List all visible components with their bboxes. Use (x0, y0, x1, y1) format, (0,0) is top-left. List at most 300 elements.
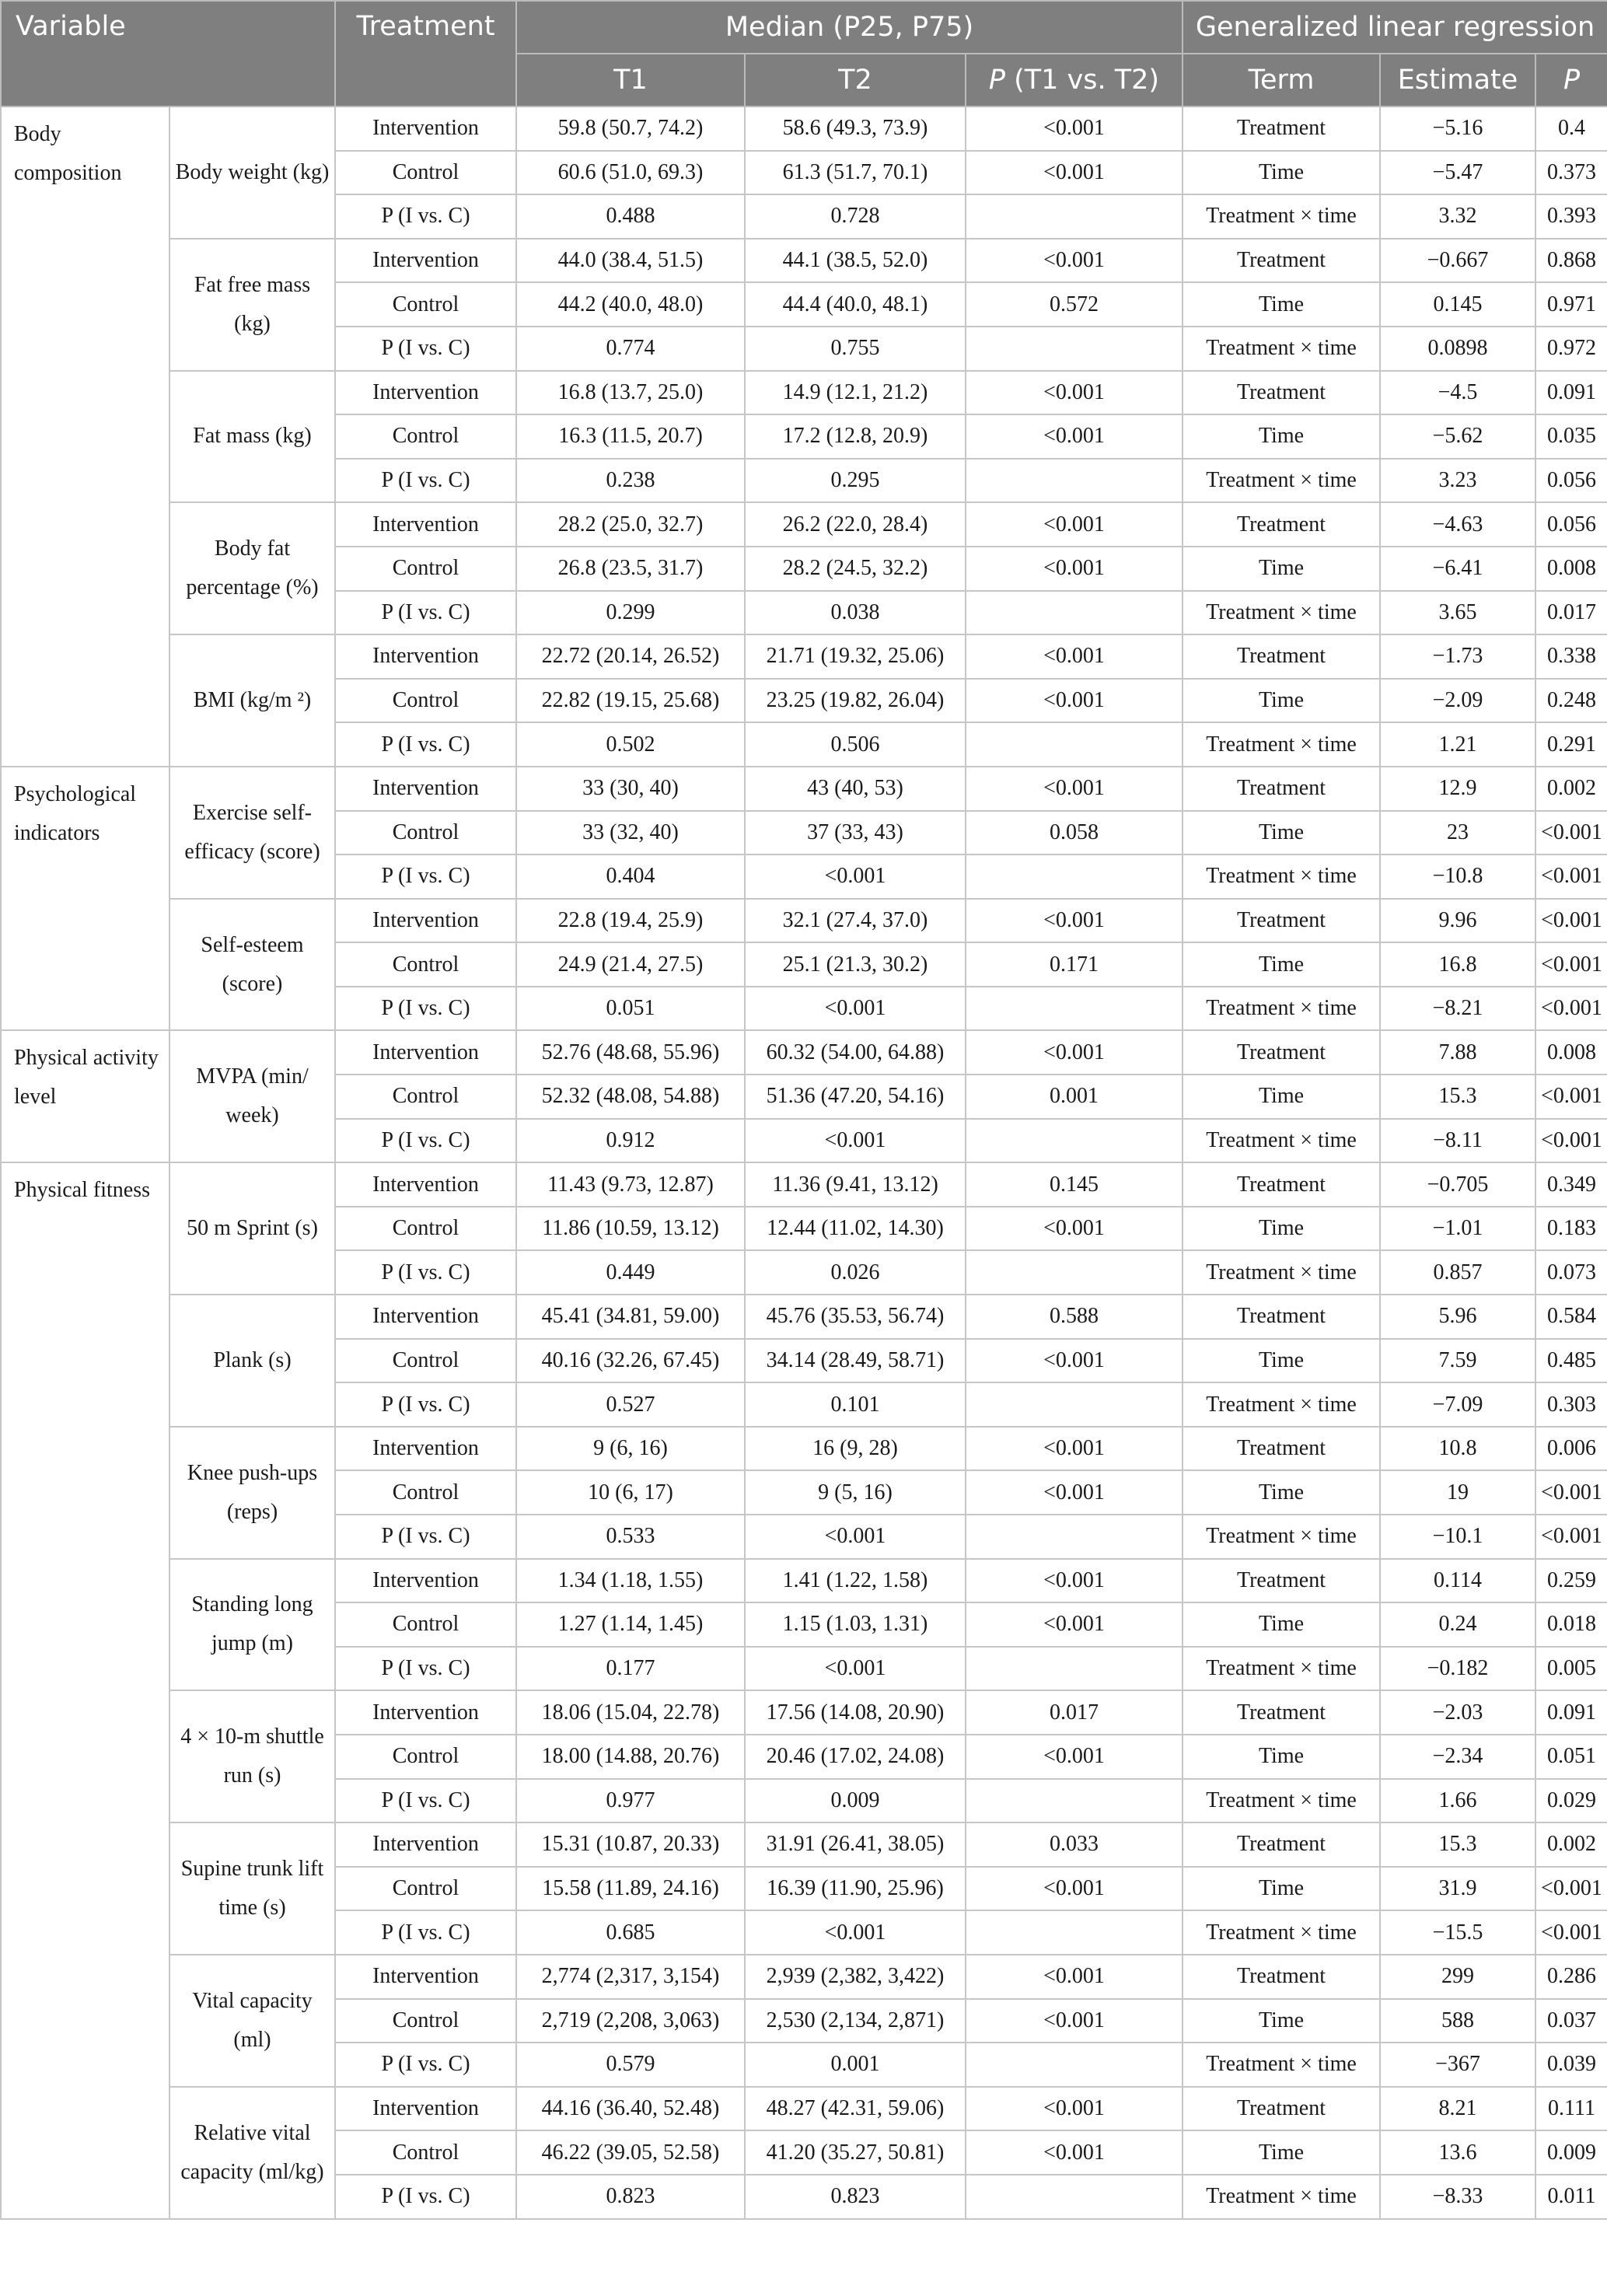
variable-label: Plank (s) (169, 1295, 335, 1427)
p-cell: 0.008 (1535, 547, 1607, 591)
treatment-cell: Control (335, 1207, 516, 1251)
t1-cell: 28.2 (25.0, 32.7) (516, 502, 745, 547)
t1-cell: 16.3 (11.5, 20.7) (516, 414, 745, 459)
estimate-cell: −8.21 (1380, 987, 1535, 1031)
t1-cell: 15.31 (10.87, 20.33) (516, 1822, 745, 1867)
term-cell: Time (1183, 1207, 1380, 1251)
estimate-cell: 3.23 (1380, 459, 1535, 503)
p-cell: 0.039 (1535, 2043, 1607, 2087)
estimate-cell: 8.21 (1380, 2087, 1535, 2131)
term-cell: Treatment × time (1183, 854, 1380, 899)
p-cell: 0.091 (1535, 371, 1607, 415)
p-t1-vs-t2-cell (966, 2175, 1183, 2219)
table-body (1, 107, 1607, 2219)
term-cell: Time (1183, 282, 1380, 327)
variable-label: Supine trunk lift time (s) (169, 1822, 335, 1955)
estimate-cell: −5.16 (1380, 107, 1535, 151)
p-cell: 0.485 (1535, 1339, 1607, 1383)
t2-cell: 20.46 (17.02, 24.08) (745, 1735, 966, 1779)
estimate-cell: −1.01 (1380, 1207, 1535, 1251)
t2-cell: 21.71 (19.32, 25.06) (745, 634, 966, 679)
p-t1-vs-t2-cell (966, 1779, 1183, 1823)
treatment-cell: Intervention (335, 1162, 516, 1207)
t1-cell: 15.58 (11.89, 24.16) (516, 1867, 745, 1911)
p-t1-vs-t2-cell (966, 1119, 1183, 1163)
estimate-cell: 12.9 (1380, 767, 1535, 811)
p-t1-vs-t2-cell: <0.001 (966, 414, 1183, 459)
t2-cell: 0.506 (745, 722, 966, 767)
header-glr-group: Generalized linear regression (1183, 1, 1607, 54)
estimate-cell: 9.96 (1380, 899, 1535, 943)
estimate-cell: −5.62 (1380, 414, 1535, 459)
t2-cell: 0.295 (745, 459, 966, 503)
term-cell: Treatment (1183, 1030, 1380, 1075)
p-t1-vs-t2-cell: 0.033 (966, 1822, 1183, 1867)
treatment-cell: P (I vs. C) (335, 459, 516, 503)
p-cell: 0.4 (1535, 107, 1607, 151)
estimate-cell: −0.182 (1380, 1647, 1535, 1691)
treatment-cell: Intervention (335, 107, 516, 151)
t2-cell: 2,530 (2,134, 2,871) (745, 1999, 966, 2043)
p-cell: 0.338 (1535, 634, 1607, 679)
term-cell: Treatment × time (1183, 1515, 1380, 1559)
term-cell: Treatment × time (1183, 194, 1380, 239)
estimate-cell: −6.41 (1380, 547, 1535, 591)
t1-cell: 0.051 (516, 987, 745, 1031)
term-cell: Treatment (1183, 1427, 1380, 1471)
t2-cell: 28.2 (24.5, 32.2) (745, 547, 966, 591)
p-cell: 0.868 (1535, 239, 1607, 283)
p-cell: 0.248 (1535, 679, 1607, 723)
p-cell: 0.002 (1535, 1822, 1607, 1867)
t1-cell: 2,719 (2,208, 3,063) (516, 1999, 745, 2043)
table-row (1, 1162, 1607, 1207)
term-cell: Treatment × time (1183, 591, 1380, 635)
t1-cell: 44.2 (40.0, 48.0) (516, 282, 745, 327)
treatment-cell: P (I vs. C) (335, 1250, 516, 1295)
term-cell: Time (1183, 151, 1380, 195)
treatment-cell: P (I vs. C) (335, 194, 516, 239)
table-row (1, 634, 1607, 679)
t2-cell: 25.1 (21.3, 30.2) (745, 942, 966, 987)
t1-cell: 33 (32, 40) (516, 811, 745, 855)
p-t1-vs-t2-cell: <0.001 (966, 1030, 1183, 1075)
header-variable: Variable (1, 1, 335, 107)
term-cell: Treatment × time (1183, 2043, 1380, 2087)
t2-cell: 60.32 (54.00, 64.88) (745, 1030, 966, 1075)
term-cell: Time (1183, 1470, 1380, 1515)
treatment-cell: Control (335, 1470, 516, 1515)
t1-cell: 52.32 (48.08, 54.88) (516, 1075, 745, 1119)
term-cell: Time (1183, 2130, 1380, 2175)
t2-cell: 12.44 (11.02, 14.30) (745, 1207, 966, 1251)
estimate-cell: 588 (1380, 1999, 1535, 2043)
t1-cell: 40.16 (32.26, 67.45) (516, 1339, 745, 1383)
t1-cell: 22.8 (19.4, 25.9) (516, 899, 745, 943)
estimate-cell: −10.8 (1380, 854, 1535, 899)
term-cell: Time (1183, 1075, 1380, 1119)
p-cell: <0.001 (1535, 899, 1607, 943)
header-treatment: Treatment (335, 1, 516, 107)
table-row (1, 371, 1607, 415)
treatment-cell: Control (335, 1602, 516, 1647)
p-cell: 0.017 (1535, 591, 1607, 635)
treatment-cell: Control (335, 679, 516, 723)
t1-cell: 18.00 (14.88, 20.76) (516, 1735, 745, 1779)
estimate-cell: 31.9 (1380, 1867, 1535, 1911)
term-cell: Treatment (1183, 107, 1380, 151)
p-cell: 0.037 (1535, 1999, 1607, 2043)
p-cell: 0.393 (1535, 194, 1607, 239)
p-t1-vs-t2-cell (966, 591, 1183, 635)
term-cell: Treatment (1183, 767, 1380, 811)
p-t1-vs-t2-cell: <0.001 (966, 679, 1183, 723)
treatment-cell: P (I vs. C) (335, 1515, 516, 1559)
estimate-cell: 15.3 (1380, 1822, 1535, 1867)
p-t1-vs-t2-cell: <0.001 (966, 634, 1183, 679)
term-cell: Treatment × time (1183, 722, 1380, 767)
term-cell: Time (1183, 1602, 1380, 1647)
t1-cell: 22.72 (20.14, 26.52) (516, 634, 745, 679)
table-row (1, 502, 1607, 547)
t1-cell: 24.9 (21.4, 27.5) (516, 942, 745, 987)
estimate-cell: −0.705 (1380, 1162, 1535, 1207)
variable-label: Self-esteem (score) (169, 899, 335, 1031)
table-row (1, 1295, 1607, 1339)
variable-label: Exercise self-efficacy (score) (169, 767, 335, 899)
p-t1-vs-t2-cell (966, 987, 1183, 1031)
p-t1-vs-t2-cell: <0.001 (966, 1427, 1183, 1471)
treatment-cell: Intervention (335, 1030, 516, 1075)
t2-cell: 11.36 (9.41, 13.12) (745, 1162, 966, 1207)
p-t1-vs-t2-cell: 0.017 (966, 1690, 1183, 1735)
p-t1-vs-t2-cell (966, 1515, 1183, 1559)
estimate-cell: 0.0898 (1380, 327, 1535, 371)
p-t1-vs-t2-cell: <0.001 (966, 1867, 1183, 1911)
treatment-cell: Control (335, 942, 516, 987)
estimate-cell: 3.65 (1380, 591, 1535, 635)
estimate-cell: 299 (1380, 1955, 1535, 1999)
t1-cell: 10 (6, 17) (516, 1470, 745, 1515)
estimate-cell: 0.857 (1380, 1250, 1535, 1295)
p-cell: 0.056 (1535, 459, 1607, 503)
term-cell: Treatment (1183, 1955, 1380, 1999)
estimate-cell: −2.09 (1380, 679, 1535, 723)
p-t1-vs-t2-cell: <0.001 (966, 1735, 1183, 1779)
t2-cell: 48.27 (42.31, 59.06) (745, 2087, 966, 2131)
t1-cell: 1.34 (1.18, 1.55) (516, 1559, 745, 1603)
t1-cell: 0.177 (516, 1647, 745, 1691)
p-t1-vs-t2-cell: 0.001 (966, 1075, 1183, 1119)
term-cell: Treatment (1183, 2087, 1380, 2131)
treatment-cell: Intervention (335, 1955, 516, 1999)
treatment-cell: Control (335, 1075, 516, 1119)
p-t1-vs-t2-cell: 0.588 (966, 1295, 1183, 1339)
t2-cell: 1.41 (1.22, 1.58) (745, 1559, 966, 1603)
p-cell: 0.111 (1535, 2087, 1607, 2131)
header-estimate: Estimate (1380, 54, 1535, 107)
variable-label: Standing long jump (m) (169, 1559, 335, 1691)
term-cell: Treatment × time (1183, 1119, 1380, 1163)
treatment-cell: Intervention (335, 1295, 516, 1339)
treatment-cell: P (I vs. C) (335, 327, 516, 371)
estimate-cell: −2.03 (1380, 1690, 1535, 1735)
p-cell: 0.029 (1535, 1779, 1607, 1823)
treatment-cell: Intervention (335, 1690, 516, 1735)
t2-cell: <0.001 (745, 1910, 966, 1955)
t2-cell: 16 (9, 28) (745, 1427, 966, 1471)
p-t1-vs-t2-cell (966, 1647, 1183, 1691)
p-cell: 0.291 (1535, 722, 1607, 767)
treatment-cell: Control (335, 151, 516, 195)
p-cell: <0.001 (1535, 942, 1607, 987)
t2-cell: 51.36 (47.20, 54.16) (745, 1075, 966, 1119)
t2-cell: 45.76 (35.53, 56.74) (745, 1295, 966, 1339)
table-row (1, 767, 1607, 811)
term-cell: Treatment × time (1183, 1647, 1380, 1691)
treatment-cell: Control (335, 1999, 516, 2043)
p-t1-vs-t2-cell: <0.001 (966, 2087, 1183, 2131)
p-cell: 0.008 (1535, 1030, 1607, 1075)
p-cell: 0.051 (1535, 1735, 1607, 1779)
t1-cell: 0.527 (516, 1382, 745, 1427)
term-cell: Treatment (1183, 1559, 1380, 1603)
p-cell: 0.073 (1535, 1250, 1607, 1295)
table-row (1, 239, 1607, 283)
term-cell: Treatment × time (1183, 1382, 1380, 1427)
t1-cell: 0.823 (516, 2175, 745, 2219)
p-t1-vs-t2-cell: <0.001 (966, 2130, 1183, 2175)
table-row (1, 1955, 1607, 1999)
t1-cell: 60.6 (51.0, 69.3) (516, 151, 745, 195)
estimate-cell: −8.11 (1380, 1119, 1535, 1163)
p-cell: 0.056 (1535, 502, 1607, 547)
p-t1-vs-t2-cell: <0.001 (966, 1602, 1183, 1647)
header-p-rest: (T1 vs. T2) (1005, 65, 1160, 96)
t2-cell: 16.39 (11.90, 25.96) (745, 1867, 966, 1911)
t2-cell: 0.001 (745, 2043, 966, 2087)
term-cell: Treatment (1183, 502, 1380, 547)
treatment-cell: Intervention (335, 239, 516, 283)
term-cell: Treatment (1183, 899, 1380, 943)
treatment-cell: P (I vs. C) (335, 1647, 516, 1691)
t1-cell: 0.502 (516, 722, 745, 767)
treatment-cell: Control (335, 811, 516, 855)
variable-label: Fat mass (kg) (169, 371, 335, 503)
t1-cell: 33 (30, 40) (516, 767, 745, 811)
term-cell: Treatment (1183, 1822, 1380, 1867)
estimate-cell: −4.5 (1380, 371, 1535, 415)
t2-cell: 0.026 (745, 1250, 966, 1295)
header-term: Term (1183, 54, 1380, 107)
table-row (1, 1030, 1607, 1075)
t2-cell: <0.001 (745, 1515, 966, 1559)
p-cell: 0.259 (1535, 1559, 1607, 1603)
estimate-cell: 13.6 (1380, 2130, 1535, 2175)
t2-cell: 61.3 (51.7, 70.1) (745, 151, 966, 195)
treatment-cell: P (I vs. C) (335, 2175, 516, 2219)
t1-cell: 0.488 (516, 194, 745, 239)
p-t1-vs-t2-cell: 0.058 (966, 811, 1183, 855)
p-cell: <0.001 (1535, 854, 1607, 899)
p-cell: <0.001 (1535, 987, 1607, 1031)
t1-cell: 0.449 (516, 1250, 745, 1295)
p-cell: 0.373 (1535, 151, 1607, 195)
t2-cell: <0.001 (745, 1647, 966, 1691)
term-cell: Time (1183, 811, 1380, 855)
term-cell: Treatment (1183, 239, 1380, 283)
estimate-cell: −2.34 (1380, 1735, 1535, 1779)
treatment-cell: Intervention (335, 899, 516, 943)
t1-cell: 11.43 (9.73, 12.87) (516, 1162, 745, 1207)
t1-cell: 18.06 (15.04, 22.78) (516, 1690, 745, 1735)
treatment-cell: P (I vs. C) (335, 2043, 516, 2087)
p-t1-vs-t2-cell (966, 1910, 1183, 1955)
t1-cell: 9 (6, 16) (516, 1427, 745, 1471)
t1-cell: 16.8 (13.7, 25.0) (516, 371, 745, 415)
treatment-cell: Intervention (335, 371, 516, 415)
p-cell: <0.001 (1535, 1470, 1607, 1515)
term-cell: Treatment × time (1183, 327, 1380, 371)
p-cell: 0.006 (1535, 1427, 1607, 1471)
t2-cell: 17.2 (12.8, 20.9) (745, 414, 966, 459)
t2-cell: 32.1 (27.4, 37.0) (745, 899, 966, 943)
treatment-cell: Control (335, 1339, 516, 1383)
t2-cell: 2,939 (2,382, 3,422) (745, 1955, 966, 1999)
variable-label: Fat free mass (kg) (169, 239, 335, 371)
estimate-cell: 1.21 (1380, 722, 1535, 767)
p-cell: 0.035 (1535, 414, 1607, 459)
p-cell: 0.584 (1535, 1295, 1607, 1339)
treatment-cell: P (I vs. C) (335, 591, 516, 635)
estimate-cell: −15.5 (1380, 1910, 1535, 1955)
term-cell: Time (1183, 1999, 1380, 2043)
header-p-italic: P (988, 65, 1006, 96)
p-cell: <0.001 (1535, 1119, 1607, 1163)
group-label: Physical fitness (1, 1162, 169, 2218)
term-cell: Time (1183, 679, 1380, 723)
p-t1-vs-t2-cell (966, 459, 1183, 503)
estimate-cell: −367 (1380, 2043, 1535, 2087)
treatment-cell: Intervention (335, 502, 516, 547)
estimate-cell: 3.32 (1380, 194, 1535, 239)
p-t1-vs-t2-cell: <0.001 (966, 1339, 1183, 1383)
estimate-cell: −0.667 (1380, 239, 1535, 283)
p-t1-vs-t2-cell: <0.001 (966, 107, 1183, 151)
treatment-cell: Control (335, 1867, 516, 1911)
variable-label: 4 × 10-m shuttle run (s) (169, 1690, 335, 1822)
treatment-cell: Intervention (335, 2087, 516, 2131)
treatment-cell: Intervention (335, 1427, 516, 1471)
t2-cell: 31.91 (26.41, 38.05) (745, 1822, 966, 1867)
t1-cell: 2,774 (2,317, 3,154) (516, 1955, 745, 1999)
treatment-cell: P (I vs. C) (335, 854, 516, 899)
p-cell: <0.001 (1535, 1515, 1607, 1559)
treatment-cell: Intervention (335, 1822, 516, 1867)
t1-cell: 59.8 (50.7, 74.2) (516, 107, 745, 151)
treatment-cell: P (I vs. C) (335, 1119, 516, 1163)
p-cell: 0.349 (1535, 1162, 1607, 1207)
t2-cell: 44.4 (40.0, 48.1) (745, 282, 966, 327)
p-cell: 0.303 (1535, 1382, 1607, 1427)
t2-cell: <0.001 (745, 987, 966, 1031)
estimate-cell: −8.33 (1380, 2175, 1535, 2219)
variable-label: MVPA (min/ week) (169, 1030, 335, 1162)
treatment-cell: Control (335, 414, 516, 459)
group-label: Physical activity level (1, 1030, 169, 1162)
t1-cell: 0.774 (516, 327, 745, 371)
p-t1-vs-t2-cell (966, 2043, 1183, 2087)
term-cell: Treatment × time (1183, 1250, 1380, 1295)
estimate-cell: 7.59 (1380, 1339, 1535, 1383)
table-row (1, 1690, 1607, 1735)
estimate-cell: 10.8 (1380, 1427, 1535, 1471)
variable-label: Knee push-ups (reps) (169, 1427, 335, 1559)
header-p-t1-vs-t2 (966, 54, 1183, 107)
p-t1-vs-t2-cell: 0.572 (966, 282, 1183, 327)
t1-cell: 11.86 (10.59, 13.12) (516, 1207, 745, 1251)
treatment-cell: Intervention (335, 767, 516, 811)
t1-cell: 0.912 (516, 1119, 745, 1163)
p-cell: <0.001 (1535, 1075, 1607, 1119)
term-cell: Treatment × time (1183, 2175, 1380, 2219)
t2-cell: <0.001 (745, 1119, 966, 1163)
p-t1-vs-t2-cell: <0.001 (966, 767, 1183, 811)
p-t1-vs-t2-cell (966, 854, 1183, 899)
term-cell: Treatment × time (1183, 1910, 1380, 1955)
p-t1-vs-t2-cell: <0.001 (966, 239, 1183, 283)
p-t1-vs-t2-cell: <0.001 (966, 899, 1183, 943)
p-t1-vs-t2-cell: <0.001 (966, 1559, 1183, 1603)
p-cell: 0.009 (1535, 2130, 1607, 2175)
term-cell: Treatment × time (1183, 1779, 1380, 1823)
t1-cell: 44.0 (38.4, 51.5) (516, 239, 745, 283)
table-row (1, 1559, 1607, 1603)
p-t1-vs-t2-cell (966, 327, 1183, 371)
group-label: Body composition (1, 107, 169, 767)
p-cell: 0.183 (1535, 1207, 1607, 1251)
estimate-cell: 1.66 (1380, 1779, 1535, 1823)
term-cell: Time (1183, 414, 1380, 459)
p-t1-vs-t2-cell (966, 1382, 1183, 1427)
table-row (1, 1427, 1607, 1471)
t1-cell: 52.76 (48.68, 55.96) (516, 1030, 745, 1075)
header-median-group: Median (P25, P75) (516, 1, 1183, 54)
table-row (1, 107, 1607, 151)
t2-cell: 37 (33, 43) (745, 811, 966, 855)
estimate-cell: −7.09 (1380, 1382, 1535, 1427)
estimate-cell: −4.63 (1380, 502, 1535, 547)
t2-cell: 26.2 (22.0, 28.4) (745, 502, 966, 547)
t1-cell: 45.41 (34.81, 59.00) (516, 1295, 745, 1339)
p-cell: 0.002 (1535, 767, 1607, 811)
term-cell: Treatment (1183, 634, 1380, 679)
p-t1-vs-t2-cell: 0.145 (966, 1162, 1183, 1207)
p-t1-vs-t2-cell: <0.001 (966, 1955, 1183, 1999)
t2-cell: 23.25 (19.82, 26.04) (745, 679, 966, 723)
p-t1-vs-t2-cell: <0.001 (966, 151, 1183, 195)
table-row (1, 899, 1607, 943)
estimate-cell: 0.24 (1380, 1602, 1535, 1647)
treatment-cell: P (I vs. C) (335, 987, 516, 1031)
term-cell: Time (1183, 1867, 1380, 1911)
estimate-cell: −1.73 (1380, 634, 1535, 679)
treatment-cell: Intervention (335, 634, 516, 679)
t2-cell: <0.001 (745, 854, 966, 899)
p-t1-vs-t2-cell: <0.001 (966, 547, 1183, 591)
estimate-cell: 15.3 (1380, 1075, 1535, 1119)
t1-cell: 0.579 (516, 2043, 745, 2087)
